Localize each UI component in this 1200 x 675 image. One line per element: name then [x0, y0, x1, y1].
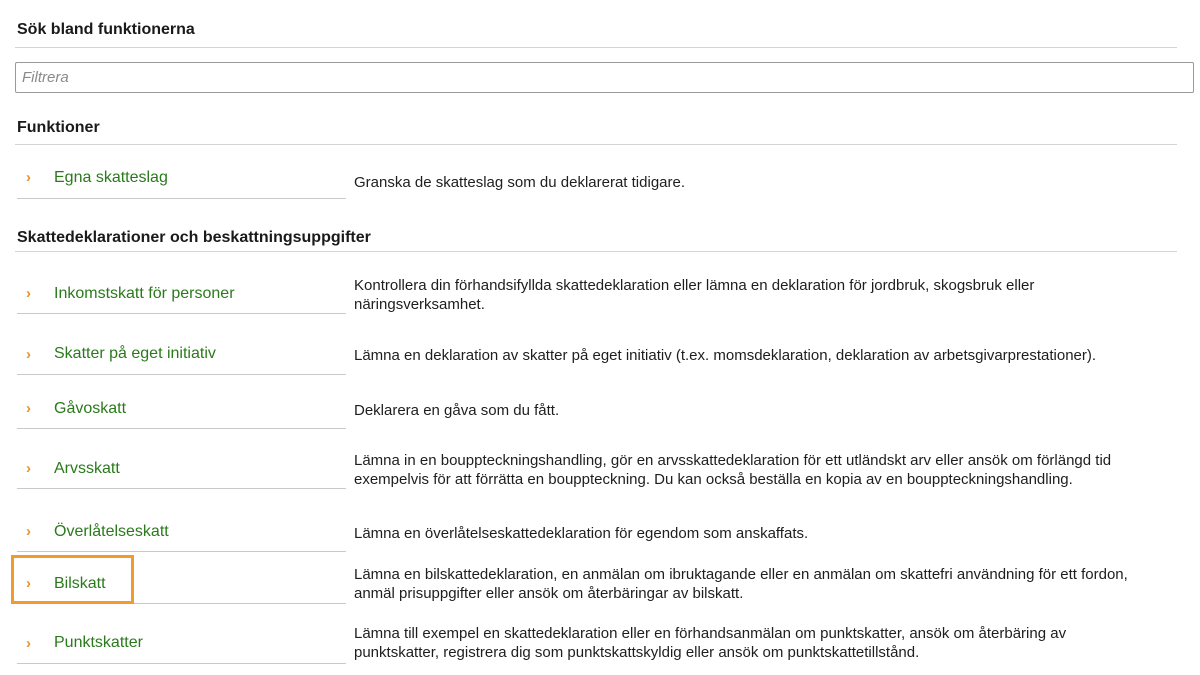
functions-heading: Funktioner: [17, 119, 100, 136]
item-description: Lämna en deklaration av skatter på eget initiativ (t.ex. momsdeklaration, deklaration av arbetsgivarprestationer).: [354, 346, 1097, 364]
link-overlatelseskatt[interactable]: [17, 512, 346, 552]
link-label: Punktskatter: [54, 634, 143, 651]
chevron-right-icon: ›: [26, 400, 31, 417]
chevron-right-icon: ›: [26, 460, 31, 477]
link-gavoskatt[interactable]: [17, 389, 346, 429]
filter-input[interactable]: [15, 62, 1194, 93]
divider: [15, 47, 1177, 48]
chevron-right-icon: ›: [26, 285, 31, 302]
item-description: Kontrollera din förhandsifyllda skattedeklaration eller lämna en deklaration för jordbruk, skogsbruk eller näringsverksamhet.: [354, 277, 1035, 313]
item-description: Lämna till exempel en skattedeklaration eller en förhandsanmälan om punktskatter, ansök om återbäring av punktskatter, registrera dig som punktskattskyldig eller ansök om punktskattetillstånd.: [354, 625, 1067, 661]
link-label: Gåvoskatt: [54, 399, 127, 417]
link-arvsskatt[interactable]: [17, 449, 346, 489]
chevron-right-icon: ›: [26, 523, 31, 540]
item-description: Lämna en överlåtelseskattedeklaration för egendom som anskaffats.: [354, 524, 809, 542]
link-label: Skatter på eget initiativ: [54, 345, 216, 362]
link-label: Inkomstskatt för personer: [54, 284, 235, 302]
link-label: Överlåtelseskatt: [54, 522, 169, 540]
search-heading: Sök bland funktionerna: [17, 21, 195, 38]
divider: [15, 251, 1177, 252]
declarations-heading: Skattedeklarationer och beskattningsuppgifter: [17, 229, 371, 246]
chevron-right-icon: ›: [26, 169, 31, 186]
chevron-right-icon: ›: [26, 575, 31, 592]
link-skatter-eget-initiativ[interactable]: [17, 334, 346, 375]
link-egna-skatteslag[interactable]: [17, 157, 346, 199]
item-description: Deklarera en gåva som du fått.: [354, 401, 560, 419]
item-description: Lämna en bilskattedeklaration, en anmälan om ibruktagande eller en anmälan om skattefri användning för ett fordon, anmäl prisuppgifter eller ansök om återbäringar av bilskatt.: [354, 566, 1128, 602]
link-label: Egna skatteslag: [54, 168, 168, 186]
chevron-right-icon: ›: [26, 345, 31, 363]
item-description: Lämna in en bouppteckningshandling, gör en arvsskattedeklaration för ett utländskt arv eller ansök om förlängd tid exempelvis för att förrätta en bouppteckning. Du kan också beställa en kopia av en bouppteckningshandling.: [354, 452, 1112, 488]
link-bilskatt[interactable]: [17, 564, 346, 604]
link-inkomstskatt[interactable]: [17, 274, 346, 314]
item-description: Granska de skatteslag som du deklarerat tidigare.: [354, 173, 686, 191]
link-label: Bilskatt: [54, 574, 106, 592]
link-label: Arvsskatt: [54, 459, 120, 477]
chevron-right-icon: ›: [26, 634, 31, 652]
divider: [15, 144, 1177, 145]
link-punktskatter[interactable]: [17, 623, 346, 664]
